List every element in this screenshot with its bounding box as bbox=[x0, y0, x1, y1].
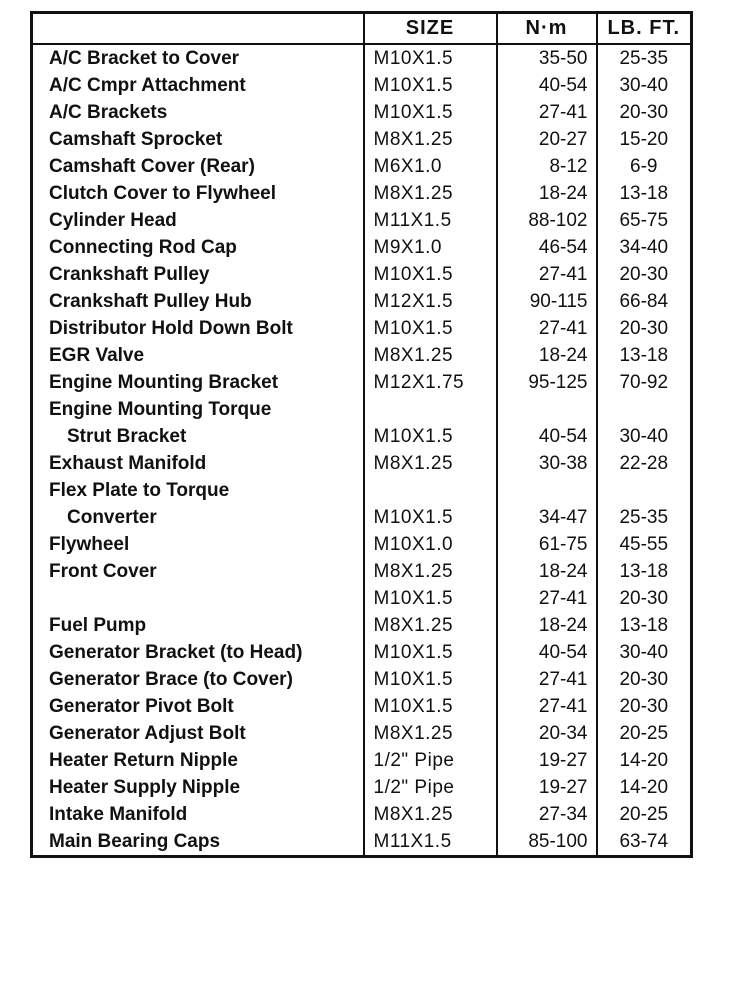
nm-cell: 61-75 bbox=[497, 531, 597, 558]
component-cell: Clutch Cover to Flywheel bbox=[32, 180, 364, 207]
component-cell: Connecting Rod Cap bbox=[32, 234, 364, 261]
size-cell: M8X1.25 bbox=[364, 180, 497, 207]
size-cell: 1/2" Pipe bbox=[364, 774, 497, 801]
component-cell: Generator Adjust Bolt bbox=[32, 720, 364, 747]
size-cell: M6X1.0 bbox=[364, 153, 497, 180]
size-cell: M11X1.5 bbox=[364, 828, 497, 857]
size-cell: M10X1.5 bbox=[364, 72, 497, 99]
component-cell: Strut Bracket bbox=[32, 423, 364, 450]
table-row bbox=[32, 207, 692, 234]
table-row bbox=[32, 531, 692, 558]
table-row bbox=[32, 396, 692, 423]
lbft-cell: 13-18 bbox=[597, 558, 692, 585]
nm-cell: 90-115 bbox=[497, 288, 597, 315]
size-cell: M10X1.5 bbox=[364, 99, 497, 126]
lbft-cell: 65-75 bbox=[597, 207, 692, 234]
component-cell: Engine Mounting Torque bbox=[32, 396, 364, 423]
lbft-cell: 20-30 bbox=[597, 585, 692, 612]
table-row bbox=[32, 747, 692, 774]
lbft-cell: 22-28 bbox=[597, 450, 692, 477]
component-cell: Camshaft Cover (Rear) bbox=[32, 153, 364, 180]
lbft-cell: 30-40 bbox=[597, 423, 692, 450]
size-cell: M10X1.5 bbox=[364, 504, 497, 531]
lbft-cell: 20-30 bbox=[597, 693, 692, 720]
size-cell bbox=[364, 396, 497, 423]
nm-cell: 19-27 bbox=[497, 747, 597, 774]
size-cell: 1/2" Pipe bbox=[364, 747, 497, 774]
nm-cell: 40-54 bbox=[497, 72, 597, 99]
nm-cell: 30-38 bbox=[497, 450, 597, 477]
size-cell: M10X1.5 bbox=[364, 639, 497, 666]
table-row bbox=[32, 99, 692, 126]
component-cell: Intake Manifold bbox=[32, 801, 364, 828]
size-cell: M8X1.25 bbox=[364, 126, 497, 153]
component-cell: Camshaft Sprocket bbox=[32, 126, 364, 153]
table-row bbox=[32, 720, 692, 747]
nm-cell: 27-41 bbox=[497, 99, 597, 126]
size-cell: M8X1.25 bbox=[364, 720, 497, 747]
table-row bbox=[32, 666, 692, 693]
nm-cell: 20-34 bbox=[497, 720, 597, 747]
nm-cell: 19-27 bbox=[497, 774, 597, 801]
size-cell: M10X1.5 bbox=[364, 315, 497, 342]
header-nm: N·m bbox=[497, 13, 597, 45]
lbft-cell: 66-84 bbox=[597, 288, 692, 315]
table-row bbox=[32, 477, 692, 504]
table-row bbox=[32, 423, 692, 450]
lbft-cell: 70-92 bbox=[597, 369, 692, 396]
nm-cell bbox=[497, 396, 597, 423]
component-cell: Main Bearing Caps bbox=[32, 828, 364, 857]
nm-cell: 35-50 bbox=[497, 44, 597, 72]
nm-cell: 27-41 bbox=[497, 693, 597, 720]
table-row bbox=[32, 585, 692, 612]
table-row bbox=[32, 558, 692, 585]
table-row bbox=[32, 44, 692, 72]
nm-cell: 20-27 bbox=[497, 126, 597, 153]
table-row bbox=[32, 153, 692, 180]
nm-cell: 88-102 bbox=[497, 207, 597, 234]
table-row bbox=[32, 234, 692, 261]
nm-cell: 46-54 bbox=[497, 234, 597, 261]
table-row bbox=[32, 693, 692, 720]
lbft-cell: 20-25 bbox=[597, 801, 692, 828]
size-cell: M12X1.5 bbox=[364, 288, 497, 315]
table-row bbox=[32, 261, 692, 288]
nm-cell: 27-41 bbox=[497, 261, 597, 288]
nm-cell: 8-12 bbox=[497, 153, 597, 180]
table-row bbox=[32, 342, 692, 369]
component-cell: Cylinder Head bbox=[32, 207, 364, 234]
size-cell: M8X1.25 bbox=[364, 612, 497, 639]
component-cell: Generator Bracket (to Head) bbox=[32, 639, 364, 666]
lbft-cell: 6-9 bbox=[597, 153, 692, 180]
lbft-cell: 14-20 bbox=[597, 774, 692, 801]
lbft-cell: 20-30 bbox=[597, 666, 692, 693]
nm-cell: 18-24 bbox=[497, 612, 597, 639]
header-component bbox=[32, 13, 364, 45]
table-row bbox=[32, 315, 692, 342]
table-row bbox=[32, 180, 692, 207]
nm-cell: 27-41 bbox=[497, 315, 597, 342]
lbft-cell: 45-55 bbox=[597, 531, 692, 558]
nm-cell: 27-41 bbox=[497, 666, 597, 693]
nm-cell: 18-24 bbox=[497, 558, 597, 585]
component-cell: Heater Return Nipple bbox=[32, 747, 364, 774]
size-cell: M10X1.5 bbox=[364, 423, 497, 450]
lbft-cell: 20-30 bbox=[597, 99, 692, 126]
size-cell bbox=[364, 477, 497, 504]
lbft-cell: 20-30 bbox=[597, 315, 692, 342]
component-cell: A/C Bracket to Cover bbox=[32, 44, 364, 72]
component-cell: A/C Brackets bbox=[32, 99, 364, 126]
size-cell: M10X1.5 bbox=[364, 261, 497, 288]
component-cell: Fuel Pump bbox=[32, 612, 364, 639]
component-cell bbox=[32, 585, 364, 612]
table-row bbox=[32, 774, 692, 801]
component-cell: Crankshaft Pulley bbox=[32, 261, 364, 288]
nm-cell: 40-54 bbox=[497, 639, 597, 666]
lbft-cell: 30-40 bbox=[597, 639, 692, 666]
component-cell: Front Cover bbox=[32, 558, 364, 585]
size-cell: M8X1.25 bbox=[364, 801, 497, 828]
header-lbft: LB. FT. bbox=[597, 13, 692, 45]
table-row bbox=[32, 72, 692, 99]
nm-cell: 34-47 bbox=[497, 504, 597, 531]
component-cell: Heater Supply Nipple bbox=[32, 774, 364, 801]
lbft-cell bbox=[597, 477, 692, 504]
lbft-cell: 25-35 bbox=[597, 44, 692, 72]
lbft-cell: 20-25 bbox=[597, 720, 692, 747]
size-cell: M10X1.5 bbox=[364, 585, 497, 612]
table-row bbox=[32, 504, 692, 531]
nm-cell bbox=[497, 477, 597, 504]
size-cell: M8X1.25 bbox=[364, 342, 497, 369]
component-cell: Exhaust Manifold bbox=[32, 450, 364, 477]
lbft-cell: 63-74 bbox=[597, 828, 692, 857]
lbft-cell bbox=[597, 396, 692, 423]
table-row bbox=[32, 288, 692, 315]
component-cell: Converter bbox=[32, 504, 364, 531]
table-row bbox=[32, 639, 692, 666]
table-row bbox=[32, 450, 692, 477]
nm-cell: 40-54 bbox=[497, 423, 597, 450]
size-cell: M10X1.5 bbox=[364, 693, 497, 720]
size-cell: M12X1.75 bbox=[364, 369, 497, 396]
lbft-cell: 30-40 bbox=[597, 72, 692, 99]
lbft-cell: 15-20 bbox=[597, 126, 692, 153]
component-cell: Distributor Hold Down Bolt bbox=[32, 315, 364, 342]
size-cell: M8X1.25 bbox=[364, 558, 497, 585]
size-cell: M10X1.5 bbox=[364, 44, 497, 72]
lbft-cell: 13-18 bbox=[597, 180, 692, 207]
component-cell: Flywheel bbox=[32, 531, 364, 558]
component-cell: EGR Valve bbox=[32, 342, 364, 369]
lbft-cell: 13-18 bbox=[597, 612, 692, 639]
lbft-cell: 20-30 bbox=[597, 261, 692, 288]
size-cell: M11X1.5 bbox=[364, 207, 497, 234]
component-cell: Engine Mounting Bracket bbox=[32, 369, 364, 396]
header-row bbox=[32, 13, 692, 45]
nm-cell: 18-24 bbox=[497, 342, 597, 369]
table-row bbox=[32, 369, 692, 396]
lbft-cell: 25-35 bbox=[597, 504, 692, 531]
size-cell: M10X1.0 bbox=[364, 531, 497, 558]
nm-cell: 27-41 bbox=[497, 585, 597, 612]
table-row bbox=[32, 126, 692, 153]
component-cell: Flex Plate to Torque bbox=[32, 477, 364, 504]
component-cell: Generator Pivot Bolt bbox=[32, 693, 364, 720]
component-cell: A/C Cmpr Attachment bbox=[32, 72, 364, 99]
table-row bbox=[32, 828, 692, 857]
size-cell: M10X1.5 bbox=[364, 666, 497, 693]
table-row bbox=[32, 612, 692, 639]
component-cell: Generator Brace (to Cover) bbox=[32, 666, 364, 693]
component-cell: Crankshaft Pulley Hub bbox=[32, 288, 364, 315]
torque-specification-table bbox=[30, 11, 693, 858]
lbft-cell: 13-18 bbox=[597, 342, 692, 369]
size-cell: M8X1.25 bbox=[364, 450, 497, 477]
nm-cell: 18-24 bbox=[497, 180, 597, 207]
header-size: SIZE bbox=[364, 13, 497, 45]
nm-cell: 85-100 bbox=[497, 828, 597, 857]
lbft-cell: 34-40 bbox=[597, 234, 692, 261]
size-cell: M9X1.0 bbox=[364, 234, 497, 261]
lbft-cell: 14-20 bbox=[597, 747, 692, 774]
nm-cell: 27-34 bbox=[497, 801, 597, 828]
nm-cell: 95-125 bbox=[497, 369, 597, 396]
table-row bbox=[32, 801, 692, 828]
